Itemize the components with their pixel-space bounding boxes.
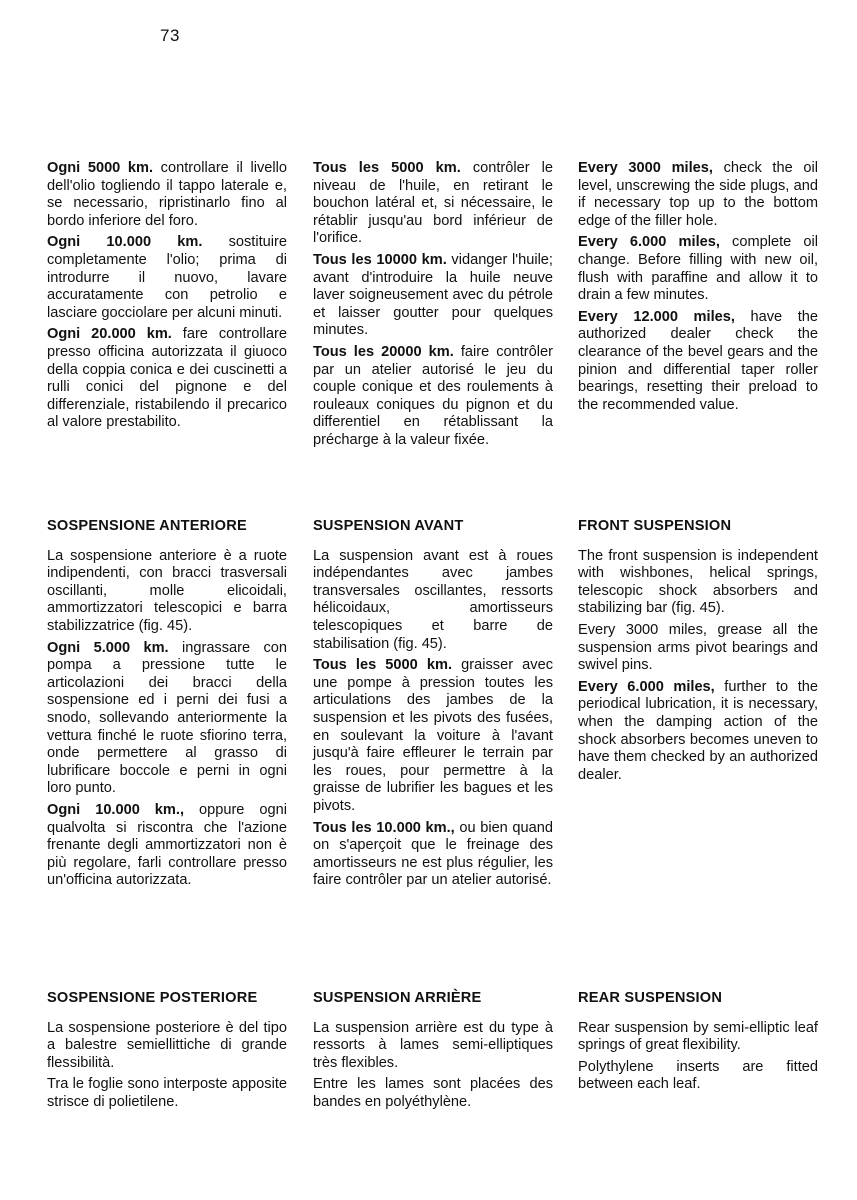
- french-column: [313, 990, 553, 1116]
- maintenance-paragraph: Tous les 5000 km. contrôler le niveau de l'huile, en retirant le bouchon latéral et, si nécessaire, le rétablir jusqu'au bord inférieur de l'orifice.: [313, 160, 554, 247]
- paragraph: La sospensione anteriore è a ruote indipendenti, con bracci trasversali oscillanti, molle elicoidali, ammortizzatori telescopici e barra stabilizzatrice (fig. 45).: [47, 547, 287, 634]
- paragraph: Every 3000 miles, grease all the suspension arms pivot bearings and swivel pins.: [578, 621, 818, 674]
- section-heading: SUSPENSION AVANT: [313, 518, 464, 534]
- paragraph: Polythylene inserts are fitted between each leaf.: [578, 1058, 818, 1093]
- page-number: 73: [160, 26, 180, 45]
- maintenance-paragraph: Every 3000 miles, check the oil level, unscrewing the side plugs, and if necessary top up to the bottom edge of the filler hole.: [578, 160, 818, 229]
- paragraph: La suspension avant est à roues indépendantes avec jambes transversales oscillantes, ressorts hélicoidaux, amortisseurs telescopiques et barre de stabilisation (fig. 45).: [313, 547, 553, 652]
- paragraph: Tra le foglie sono interposte apposite strisce di polietilene.: [47, 1076, 287, 1110]
- paragraph: Entre les lames sont placées des bandes en polyéthylène.: [313, 1076, 553, 1110]
- paragraph: The front suspension is independent with wishbones, helical springs, telescopic shock absorbers and stabilizing bar (fig. 45).: [578, 547, 818, 617]
- paragraph: La sospensione posteriore è del tipo a balestre semiellittiche di grande flessibilità.: [47, 1019, 287, 1071]
- paragraph: Ogni 10.000 km., oppure ogni qualvolta si riscontra che l'azione frenante degli ammortizzatori non è più regolare, farli controllare presso un'officina autorizzata.: [47, 801, 287, 889]
- maintenance-paragraph: Ogni 20.000 km. fare controllare presso officina autorizzata il giuoco della coppia conica e dei cuscinetti a rulli conici del pignone e del differenziale, ristabilendo il precarico al valore prestabilito.: [47, 326, 287, 431]
- maintenance-paragraph: Tous les 20000 km. faire contrôler par un atelier autorisé le jeu du couple conique et des roulements à rouleaux coniques du pignon et du differentiel en rétablissant la précharge à la valeur fixée.: [313, 343, 553, 448]
- french-column: [313, 518, 553, 894]
- paragraph: Rear suspension by semi-elliptic leaf springs of great flexibility.: [578, 1019, 818, 1054]
- paragraph: Ogni 5.000 km. ingrassare con pompa a pressione tutte le articolazioni dei bracci della sospensione ed i perni dei fusi a snodo, sollevando anteriormente la vettura finché le ruote sfiorino terra, onde permettere al grasso di lubrificare boccole e perni in ogni loro punto.: [47, 639, 288, 797]
- paragraph: La suspension arrière est du type à ressorts à lames semi-elliptiques très flexibles.: [313, 1019, 553, 1071]
- paragraph: Every 6.000 miles, further to the periodical lubrication, it is necessary, when the damping action of the shock absorbers becomes uneven to have them checked by an authorized dealer.: [578, 678, 818, 783]
- english-column: [578, 990, 818, 1098]
- section-heading: SOSPENSIONE POSTERIORE: [47, 990, 258, 1006]
- maintenance-paragraph: Every 6.000 miles, complete oil change. Before filling with new oil, flush with paraffine and allow it to drain a few minutes.: [578, 234, 818, 304]
- section-heading: FRONT SUSPENSION: [578, 518, 732, 534]
- section-heading: SOSPENSIONE ANTERIORE: [47, 518, 247, 534]
- english-column: [578, 518, 818, 788]
- maintenance-paragraph: Ogni 5000 km. controllare il livello dell'olio togliendo il tappo laterale e, se necessario, ripristinarlo fino al bordo inferiore del foro.: [47, 160, 287, 229]
- maintenance-paragraph: Ogni 10.000 km. sostituire completamente l'olio; prima di introdurre il nuovo, lavare accuratamente con petrolio e lasciare gocciolare per alcuni minuti.: [47, 234, 287, 321]
- italian-column: [47, 518, 287, 894]
- section-heading: SUSPENSION ARRIÈRE: [313, 990, 482, 1006]
- english-column: [578, 160, 818, 418]
- italian-column: [47, 160, 287, 436]
- paragraph: Tous les 5000 km. graisser avec une pompe à pression toutes les articulations des jambes de la suspension et les pivots des fusées, en soulevant la voiture à l'avant jusqu'à faire effleurer le terrain par les roues, pour permettre à la graisse de lubrifier les bagues et les pivots.: [313, 657, 553, 814]
- maintenance-paragraph: Tous les 10000 km. vidanger l'huile; avant d'introduire la huile neuve laver soigneusement avec du pétrole et laisser goutter pour quelques minutes.: [313, 251, 553, 339]
- paragraph: Tous les 10.000 km., ou bien quand on s'aperçoit que le freinage des amortisseurs ne est plus régulier, les faire contrôler par un atelier autorisé.: [313, 819, 553, 889]
- maintenance-paragraph: Every 12.000 miles, have the authorized dealer check the clearance of the bevel gears and the pinion and differential taper roller bearings, resetting their preload to the recommended value.: [578, 308, 818, 413]
- italian-column: [47, 990, 287, 1116]
- french-column: [313, 160, 553, 454]
- section-heading: REAR SUSPENSION: [578, 990, 723, 1006]
